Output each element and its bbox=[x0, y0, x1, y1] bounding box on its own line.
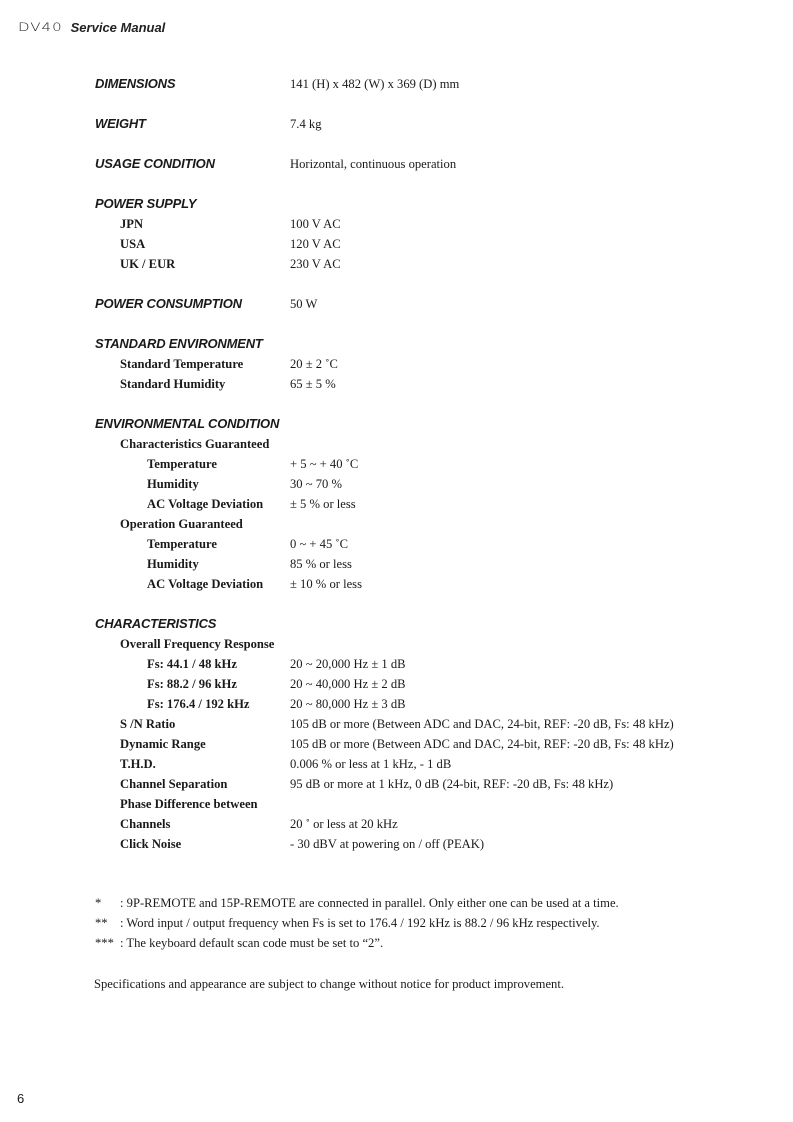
spec-value: 7.4 kg bbox=[290, 117, 322, 131]
footnote bbox=[0, 913, 793, 933]
spec-label: AC Voltage Deviation bbox=[147, 577, 264, 591]
spec-value: 20 ± 2 ˚C bbox=[290, 357, 338, 371]
spec-value: 30 ~ 70 % bbox=[290, 477, 342, 491]
subsection-label: Operation Guaranteed bbox=[120, 517, 243, 531]
page-number: 6 bbox=[17, 1091, 25, 1106]
spec-label: Channel Separation bbox=[120, 777, 228, 791]
section-label: DIMENSIONS bbox=[95, 76, 176, 91]
subsection-frequency-response bbox=[0, 634, 793, 654]
spec-row-fs-192 bbox=[0, 694, 793, 714]
spec-value: 230 V AC bbox=[290, 257, 341, 271]
spec-label: Standard Humidity bbox=[120, 377, 226, 391]
spec-value: 120 V AC bbox=[290, 237, 341, 251]
spec-value: ± 5 % or less bbox=[290, 497, 356, 511]
footnote bbox=[0, 893, 793, 913]
spec-label: Channels bbox=[120, 817, 171, 831]
spec-value: 0 ~ + 45 ˚C bbox=[290, 537, 348, 551]
spec-label: UK / EUR bbox=[120, 257, 176, 271]
section-label: POWER SUPPLY bbox=[95, 196, 197, 211]
footnote-text: : 9P-REMOTE and 15P-REMOTE are connected in parallel. Only either one can be used at a time. bbox=[120, 896, 619, 910]
spec-row-standard-humidity bbox=[0, 374, 793, 394]
section-label: ENVIRONMENTAL CONDITION bbox=[95, 416, 280, 431]
spec-row-operation-humidity bbox=[0, 554, 793, 574]
page-header bbox=[18, 18, 165, 36]
spec-row-power-consumption bbox=[0, 294, 793, 314]
section-label: WEIGHT bbox=[95, 116, 146, 131]
spec-row-usa bbox=[0, 234, 793, 254]
spec-value: ± 10 % or less bbox=[290, 577, 362, 591]
footnote-text: : Word input / output frequency when Fs is set to 176.4 / 192 kHz is 88.2 / 96 kHz respectively. bbox=[120, 916, 600, 930]
spec-row-guaranteed-humidity bbox=[0, 474, 793, 494]
spec-value: 65 ± 5 % bbox=[290, 377, 336, 391]
spec-row-sn-ratio bbox=[0, 714, 793, 734]
subsection-operation-guaranteed bbox=[0, 514, 793, 534]
spec-value: 20 ˚ or less at 20 kHz bbox=[290, 817, 398, 831]
spec-label: Humidity bbox=[147, 477, 199, 491]
spec-row-operation-temperature bbox=[0, 534, 793, 554]
spec-row-channel-separation bbox=[0, 774, 793, 794]
section-standard-environment bbox=[0, 334, 793, 354]
spec-row-fs-48 bbox=[0, 654, 793, 674]
section-characteristics bbox=[0, 614, 793, 634]
spec-value: 20 ~ 20,000 Hz ± 1 dB bbox=[290, 657, 406, 671]
spec-row-guaranteed-ac-voltage bbox=[0, 494, 793, 514]
section-label: POWER CONSUMPTION bbox=[95, 296, 242, 311]
dv40-logo: DV40 bbox=[18, 20, 63, 34]
spec-value: 20 ~ 40,000 Hz ± 2 dB bbox=[290, 677, 406, 691]
spec-value: 95 dB or more at 1 kHz, 0 dB (24-bit, REF: -20 dB, Fs: 48 kHz) bbox=[290, 777, 614, 791]
spec-row-weight bbox=[0, 114, 793, 134]
spec-value: + 5 ~ + 40 ˚C bbox=[290, 457, 359, 471]
spec-row-dynamic-range bbox=[0, 734, 793, 754]
spec-row-guaranteed-temperature bbox=[0, 454, 793, 474]
spec-row-dimensions bbox=[0, 74, 793, 94]
spec-label: Temperature bbox=[147, 457, 217, 471]
spec-value: 141 (H) x 482 (W) x 369 (D) mm bbox=[290, 77, 460, 91]
spec-row-usage bbox=[0, 154, 793, 174]
spec-label: Humidity bbox=[147, 557, 199, 571]
spec-value: 100 V AC bbox=[290, 217, 341, 231]
spec-row-phase-difference-label bbox=[0, 794, 793, 814]
spec-label: Fs: 88.2 / 96 kHz bbox=[147, 677, 237, 691]
section-power-supply bbox=[0, 194, 793, 214]
spec-label: Dynamic Range bbox=[120, 737, 206, 751]
spec-label: Temperature bbox=[147, 537, 217, 551]
spec-row-standard-temperature bbox=[0, 354, 793, 374]
footnote-mark: * bbox=[95, 896, 102, 910]
spec-row-fs-96 bbox=[0, 674, 793, 694]
spec-row-operation-ac-voltage bbox=[0, 574, 793, 594]
spec-value: 50 W bbox=[290, 297, 318, 311]
footnote bbox=[0, 933, 793, 953]
spec-value: 85 % or less bbox=[290, 557, 352, 571]
section-label: STANDARD ENVIRONMENT bbox=[95, 336, 263, 351]
spec-label: USA bbox=[120, 237, 146, 251]
spec-label: AC Voltage Deviation bbox=[147, 497, 264, 511]
spec-row-jpn bbox=[0, 214, 793, 234]
subsection-label: Characteristics Guaranteed bbox=[120, 437, 270, 451]
spec-value: Horizontal, continuous operation bbox=[290, 157, 457, 171]
section-environmental-condition bbox=[0, 414, 793, 434]
spec-label: Fs: 44.1 / 48 kHz bbox=[147, 657, 237, 671]
disclaimer: Specifications and appearance are subject to change without notice for product improvement. bbox=[94, 977, 564, 991]
spec-row-uk-eur bbox=[0, 254, 793, 274]
spec-value: 0.006 % or less at 1 kHz, - 1 dB bbox=[290, 757, 452, 771]
spec-row-thd bbox=[0, 754, 793, 774]
manual-title: Service Manual bbox=[70, 19, 166, 35]
subsection-characteristics-guaranteed bbox=[0, 434, 793, 454]
footnote-text: : The keyboard default scan code must be set to “2”. bbox=[120, 936, 384, 950]
spec-value: 105 dB or more (Between ADC and DAC, 24-bit, REF: -20 dB, Fs: 48 kHz) bbox=[290, 717, 674, 731]
spec-label: Phase Difference between bbox=[120, 797, 258, 811]
spec-label: Click Noise bbox=[120, 837, 182, 851]
spec-value: 105 dB or more (Between ADC and DAC, 24-bit, REF: -20 dB, Fs: 48 kHz) bbox=[290, 737, 674, 751]
subsection-label: Overall Frequency Response bbox=[120, 637, 275, 651]
spec-label: JPN bbox=[120, 217, 144, 231]
spec-label: Standard Temperature bbox=[120, 357, 244, 371]
spec-value: 20 ~ 80,000 Hz ± 3 dB bbox=[290, 697, 406, 711]
section-label: USAGE CONDITION bbox=[95, 156, 215, 171]
spec-label: S /N Ratio bbox=[120, 717, 176, 731]
spec-label: Fs: 176.4 / 192 kHz bbox=[147, 697, 250, 711]
spec-value: - 30 dBV at powering on / off (PEAK) bbox=[290, 837, 485, 851]
spec-row-phase-channels bbox=[0, 814, 793, 834]
spec-label: T.H.D. bbox=[120, 757, 156, 771]
spec-row-click-noise bbox=[0, 834, 793, 854]
footnote-mark: *** bbox=[95, 936, 114, 950]
section-label: CHARACTERISTICS bbox=[95, 616, 217, 631]
footnote-mark: ** bbox=[95, 916, 108, 930]
